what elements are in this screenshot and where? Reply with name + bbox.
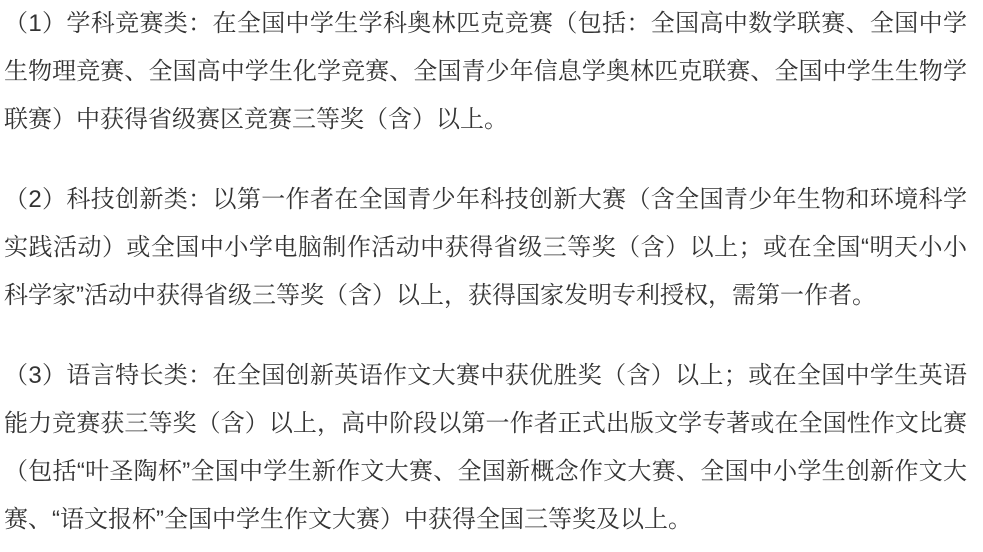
paragraph-subject-competition: （1）学科竞赛类：在全国中学生学科奥林匹克竞赛（包括：全国高中数学联赛、全国中学生物理竞赛、全国高中学生化学竞赛、全国青少年信息学奥林匹克联赛、全国中学生生物学联赛）中获得省级赛区竞赛三等奖（含）以上。	[4, 10, 967, 133]
paragraph-language-specialty: （3）语言特长类：在全国创新英语作文大赛中获优胜奖（含）以上；或在全国中学生英语能力竞赛获三等奖（含）以上，高中阶段以第一作者正式出版文学专著或在全国性作文比赛（包括“叶圣陶杯”全国中学生新作文大赛、全国新概念作文大赛、全国中小学生创新作文大赛、“语文报杯”全国中学生作文大赛）中获得全国三等奖及以上。	[4, 362, 967, 533]
paragraph-tech-innovation: （2）科技创新类：以第一作者在全国青少年科技创新大赛（含全国青少年生物和环境科学实践活动）或全国中小学电脑制作活动中获得省级三等奖（含）以上；或在全国“明天小小科学家”活动中获得省级三等奖（含）以上，获得国家发明专利授权，需第一作者。	[4, 186, 967, 309]
